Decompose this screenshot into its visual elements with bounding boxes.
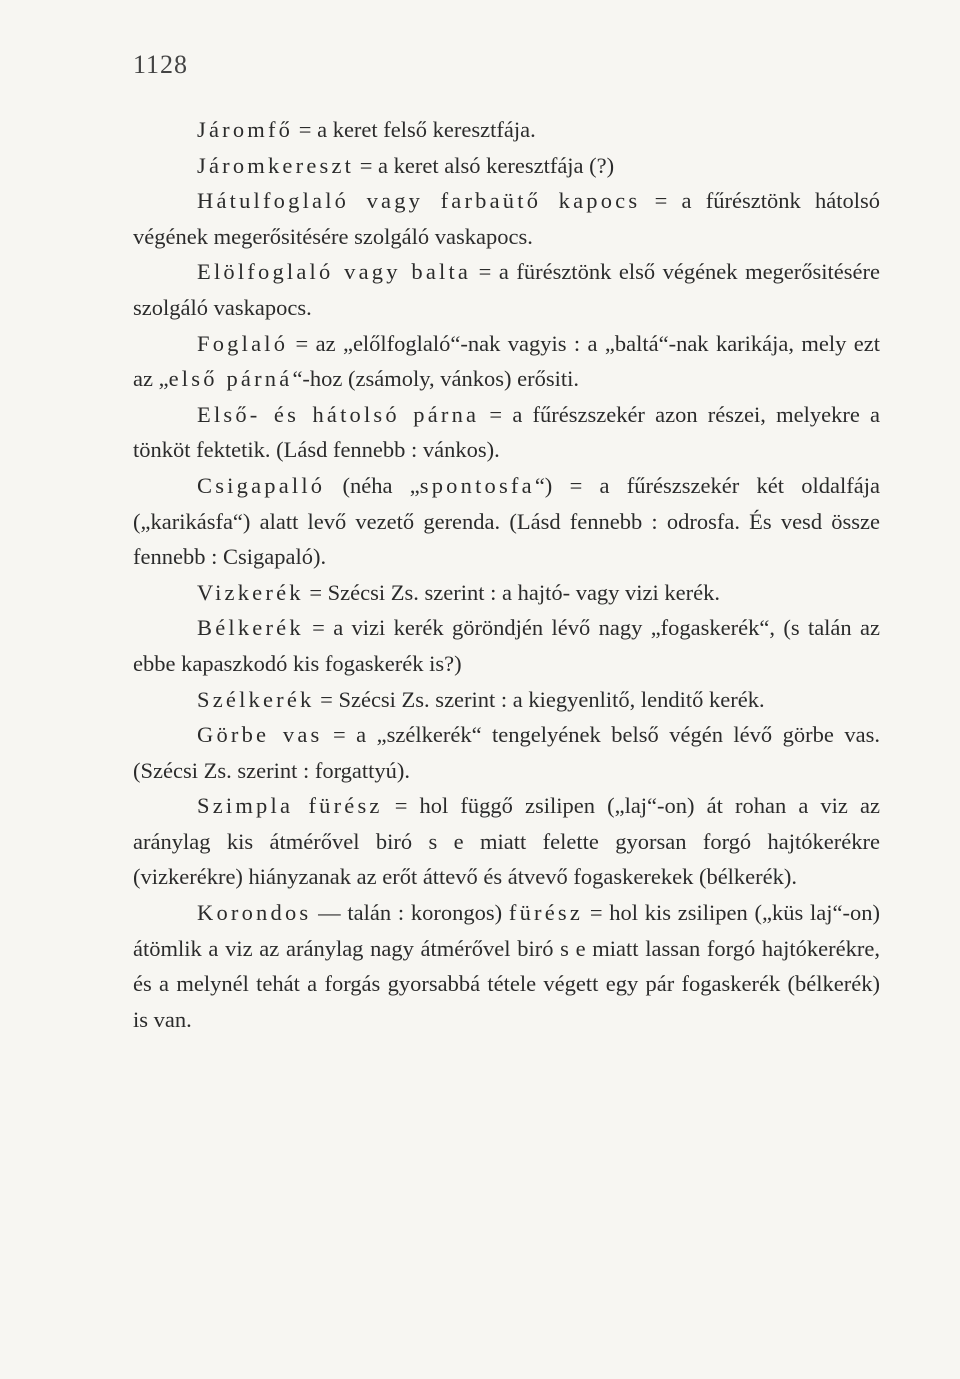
entry-term: Korondos [197,900,312,926]
entry-definition: = a „szélkerék“ tengelyének belső végén lévő görbe vas. (Szécsi Zs. szerint : forgattyú). [133,722,880,783]
entry-definition: (néha „ [325,472,420,498]
entry-definition: = az „előlfoglaló“-nak vagyis : a „baltá“-nak karikája, mely ezt az „ [133,330,880,392]
entry-definition: = a fűrésztönk hátolsó végének megerősitésére szolgáló vaskapocs. [133,188,880,249]
glossary-entry [133,717,880,788]
glossary-text [133,112,880,1037]
entry-definition: = Szécsi Zs. szerint : a hajtó- vagy vizi kerék. [303,579,721,605]
glossary-entry [133,575,880,611]
entry-term: Szélkerék [197,686,315,712]
entry-definition: = a fűrészszekér azon részei, melyekre a tönköt fektetik. (Lásd fennebb : vánkos). [133,401,880,463]
entry-term: Elölfoglaló vagy balta [197,259,472,285]
entry-definition-cont: “) = a fűrészszekér két oldalfája („karikásfa“) alatt levő vezető gerenda. (Lásd fennebb : odrosfa. És vesd össze fennebb : Csigapaló). [133,472,880,570]
entry-definition: = a keret alsó keresztfája (?) [354,152,615,178]
entry-definition: — talán : korongos) [311,900,509,926]
entry-term: Hátulfoglaló vagy farbaütő kapocs [197,188,641,214]
entry-term: Görbe vas [197,722,323,748]
entry-definition: = Szécsi Zs. szerint : a kiegyenlitő, lenditő kerék. [314,686,765,712]
glossary-entry [133,895,880,1037]
entry-definition: = a vizi kerék göröndjén lévő nagy „fogaskerék“, (s talán az ebbe kapaszkodó kis fogaskerék is?) [133,615,880,676]
page-number: 1128 [133,50,189,79]
glossary-entry [133,148,880,184]
entry-term: Első- és hátolsó párna [197,401,480,427]
entry-spaced-word: fürész [508,900,584,926]
glossary-entry [133,183,880,254]
glossary-entry [133,326,880,397]
glossary-entry [133,610,880,681]
entry-spaced-word: első párná [168,366,293,392]
entry-spaced-word: spontosfa [419,472,535,498]
glossary-entry [133,682,880,718]
entry-definition-cont: “-hoz (zsámoly, vánkos) erősiti. [292,366,580,392]
glossary-entry [133,254,880,325]
glossary-entry [133,468,880,575]
entry-definition-cont: = hol kis zsilipen („küs laj“-on) átömlik a viz az aránylag nagy átmérővel biró s e miatt lassan forgó hajtókerékre, és a melynél tehát a forgás gyorsabbá tétele végett egy pár fogaskerék (bélkerék) is van. [133,900,880,1032]
entry-term: Bélkerék [197,615,304,641]
entry-definition: = hol függő zsilipen („laj“-on) át rohan a viz az aránylag kis átmérővel biró s e miatt felette gyorsan forgó hajtókerékre (vizkerékre) hiányzanak az erőt áttevő és átvevő fogaskerekek (bélkerék). [133,793,880,890]
entry-term: Járomkereszt [197,152,355,178]
entry-term: Vizkerék [197,579,304,605]
glossary-entry [133,397,880,468]
glossary-entry [133,112,880,148]
entry-term: Csigapalló [197,472,326,498]
entry-term: Szimpla fürész [197,793,383,819]
entry-term: Foglaló [197,330,289,356]
glossary-entry [133,788,880,895]
entry-term: Járomfő [197,117,294,142]
entry-definition: = a fürésztönk első végének megerősitésére szolgáló vaskapocs. [133,259,880,320]
entry-definition: = a keret felső keresztfája. [293,117,536,142]
